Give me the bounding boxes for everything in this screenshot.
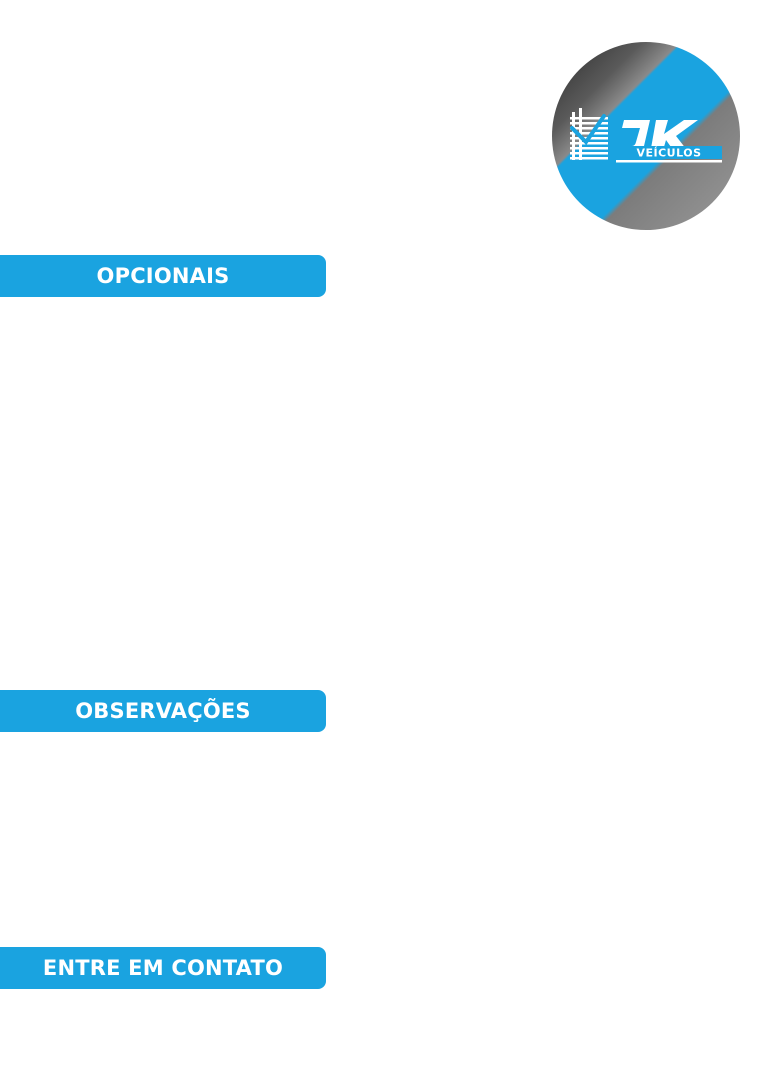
logo-subtitle: VEÍCULOS [636, 146, 702, 160]
jk-veiculos-logo [552, 42, 740, 230]
logo-underline [616, 160, 722, 163]
section-title-opcionais: OPCIONAIS [96, 264, 230, 288]
section-title-observacoes: OBSERVAÇÕES [75, 699, 251, 723]
section-header-opcionais [0, 255, 326, 297]
section-title-contato: ENTRE EM CONTATO [42, 956, 284, 980]
section-header-observacoes [0, 690, 326, 732]
logo-mark [552, 42, 740, 230]
section-header-contato [0, 947, 326, 989]
